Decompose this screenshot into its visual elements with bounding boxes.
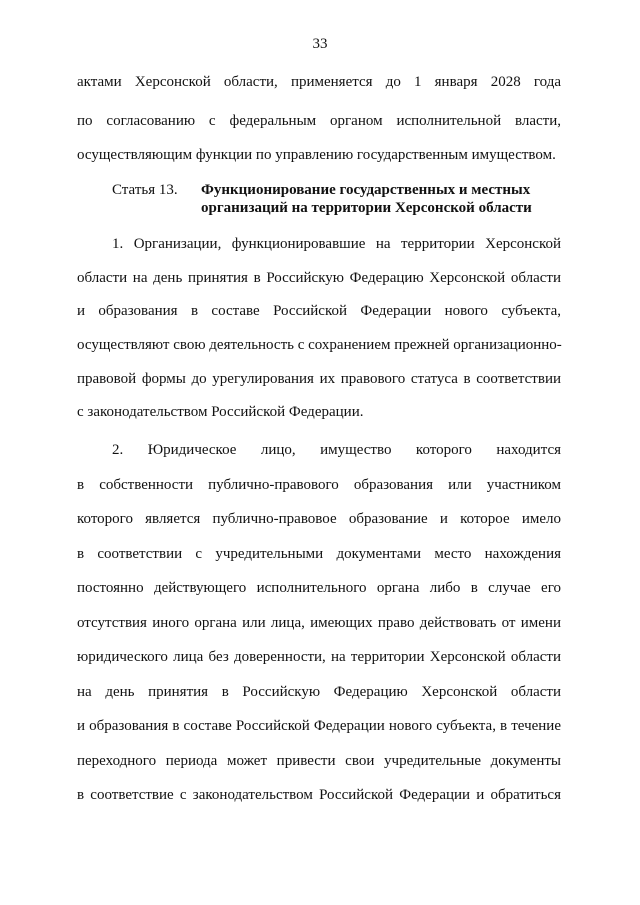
paragraph-1-line: с законодательством Российской Федерации. — [77, 404, 364, 420]
intro-line: актами Херсонской области, применяется до 1 января 2028 года — [77, 74, 561, 90]
paragraph-1-line: области на день принятия в Российскую Федерацию Херсонской области — [77, 270, 561, 286]
paragraph-2-line: переходного периода может привести свои учредительные документы — [77, 753, 561, 769]
article-title-line: организаций на территории Херсонской области — [201, 200, 532, 216]
paragraph-2-line: постоянно действующего исполнительного органа либо в случае его — [77, 580, 561, 596]
page-number: 33 — [312, 36, 328, 52]
article-title-line: Функционирование государственных и местных — [201, 182, 531, 198]
paragraph-1-line: 1. Организации, функционировавшие на территории Херсонской — [112, 236, 561, 252]
intro-line: осуществляющим функции по управлению государственным имуществом. — [77, 147, 556, 163]
paragraph-1-line: осуществляют свою деятельность с сохранением прежней организационно- — [77, 337, 562, 353]
paragraph-2-line: 2. Юридическое лицо, имущество которого находится — [112, 442, 561, 458]
paragraph-2-line: которого является публично-правовое образование и которое имело — [77, 511, 561, 527]
paragraph-2-line: отсутствия иного органа или лица, имеющих право действовать от имени — [77, 615, 561, 631]
paragraph-1-line: правовой формы до урегулирования их правового статуса в соответствии — [77, 371, 561, 387]
paragraph-1-line: и образования в составе Российской Федерации нового субъекта, — [77, 303, 561, 319]
article-label: Статья 13. — [112, 182, 178, 198]
intro-line: по согласованию с федеральным органом исполнительной власти, — [77, 113, 561, 129]
paragraph-2-line: в собственности публично-правового образования или участником — [77, 477, 561, 493]
paragraph-2-line: юридического лица без доверенности, на территории Херсонской области — [77, 649, 561, 665]
paragraph-2-line: на день принятия в Российскую Федерацию Херсонской области — [77, 684, 561, 700]
paragraph-2-line: в соответствие с законодательством Российской Федерации и обратиться — [77, 787, 561, 803]
paragraph-2-line: и образования в составе Российской Федерации нового субъекта, в течение — [77, 718, 561, 734]
paragraph-2-line: в соответствии с учредительными документами место нахождения — [77, 546, 561, 562]
